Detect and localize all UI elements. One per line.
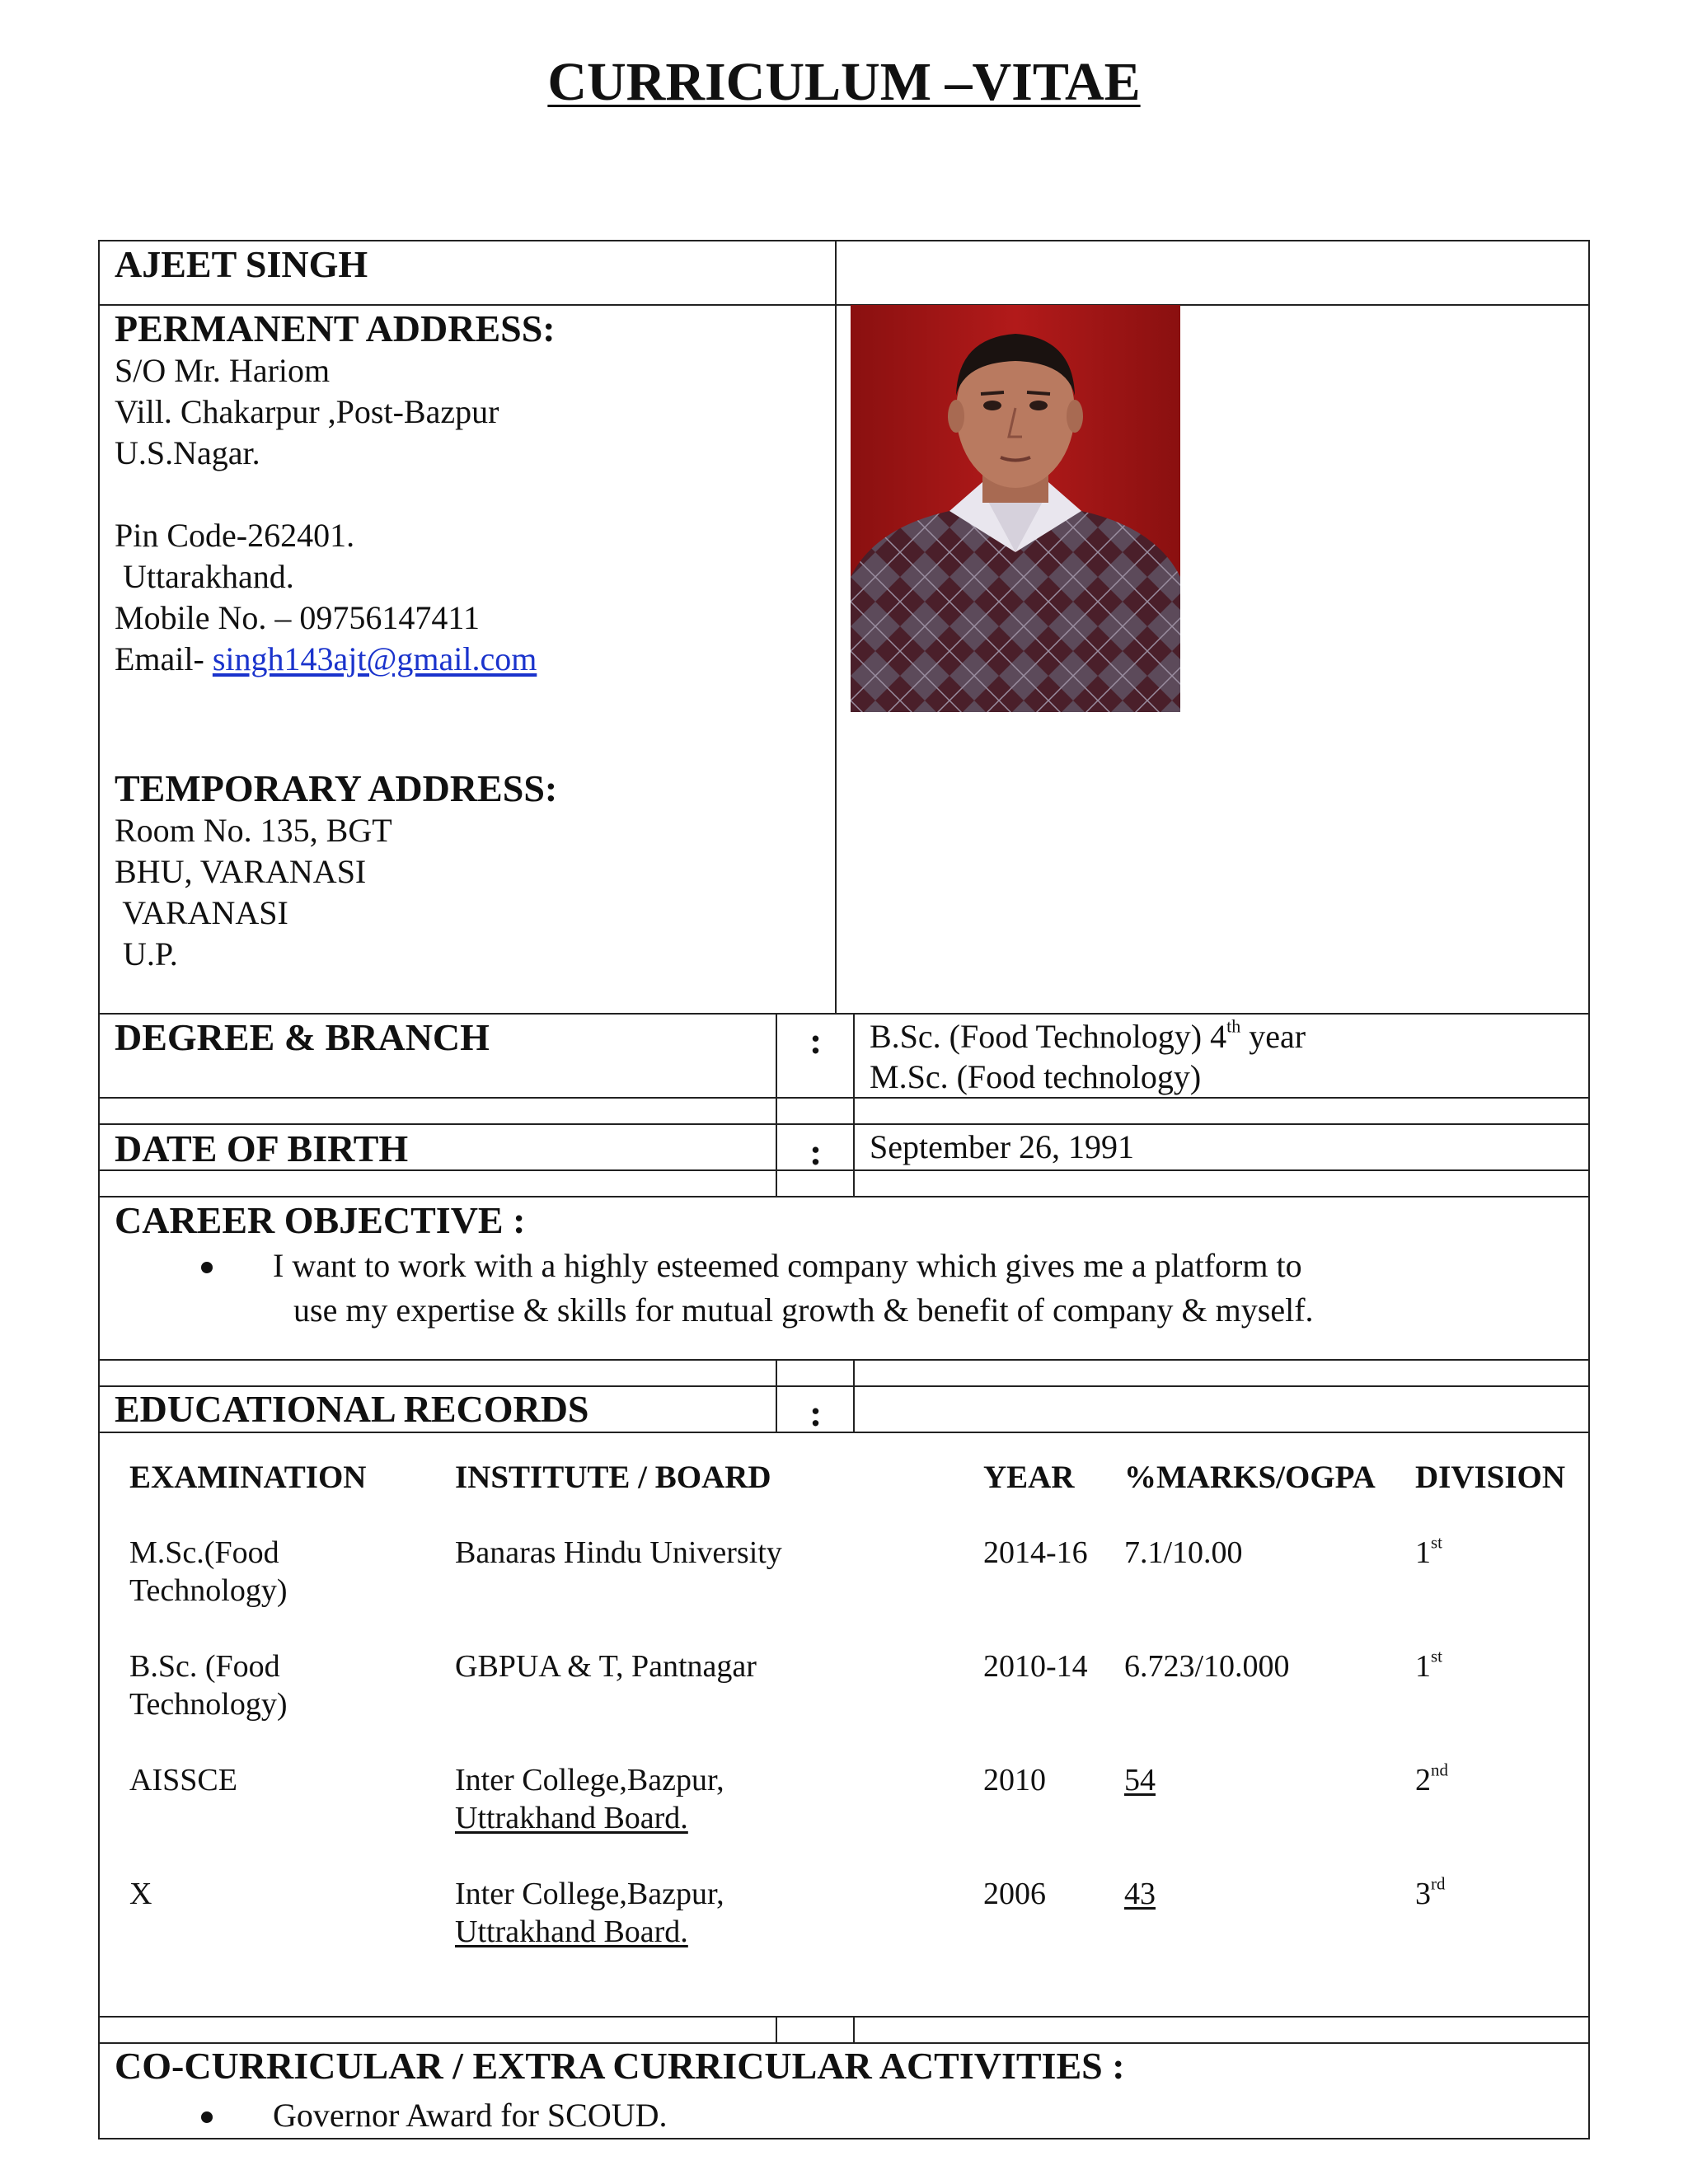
degree-value-line1 (870, 1015, 1306, 1055)
degree-text-suffix: year (1240, 1018, 1306, 1055)
frame-left-border (98, 240, 100, 2139)
profile-photo-illustration (851, 305, 1180, 712)
exam-division (1415, 1646, 1442, 1685)
exam-name: Technology) (129, 1573, 288, 1608)
education-colon: : (809, 1392, 823, 1434)
board-name: Uttrakhand Board. (455, 1915, 688, 1949)
degree-ordinal: th (1226, 1015, 1241, 1037)
exam-marks: 54 (1124, 1763, 1156, 1797)
divider (98, 2042, 1590, 2044)
activities-heading: CO-CURRICULAR / EXTRA CURRICULAR ACTIVITIES : (115, 2045, 1125, 2087)
career-objective-text: use my expertise & skills for mutual growth & benefit of company & myself. (293, 1291, 1314, 1329)
column-header-institute: INSTITUTE / BOARD (455, 1460, 771, 1495)
column-header-examination: EXAMINATION (129, 1460, 367, 1495)
divider (98, 1013, 1590, 1015)
divider (853, 1013, 855, 1197)
divider (98, 1432, 1590, 1433)
activity-item: Governor Award for SCOUD. (273, 2097, 668, 2134)
profile-photo (851, 305, 1180, 712)
column-header-marks: %MARKS/OGPA (1124, 1460, 1376, 1495)
exam-division (1415, 1532, 1442, 1571)
exam-name: Technology) (129, 1687, 288, 1722)
exam-division (1415, 1760, 1448, 1798)
division-ordinal: st (1431, 1532, 1442, 1553)
frame-top-border (98, 240, 1590, 241)
dob-colon: : (809, 1131, 823, 1173)
exam-marks: 43 (1124, 1877, 1156, 1911)
address-line: Vill. Chakarpur ,Post-Bazpur (115, 393, 499, 430)
career-objective-text: I want to work with a highly esteemed company which gives me a platform to (273, 1247, 1302, 1284)
divider (98, 1359, 1590, 1361)
institute-name: Inter College,Bazpur, (455, 1877, 724, 1911)
career-objective-heading: CAREER OBJECTIVE : (115, 1199, 526, 1241)
mobile-number: Mobile No. – 09756147411 (115, 599, 480, 636)
degree-colon: : (809, 1019, 823, 1062)
temporary-address-heading: TEMPORARY ADDRESS: (115, 767, 558, 809)
board-name: Uttrakhand Board. (455, 1801, 688, 1835)
division-number: 3 (1415, 1877, 1431, 1911)
institute-name: Banaras Hindu University (455, 1535, 782, 1570)
division-number: 1 (1415, 1649, 1431, 1684)
email-line (115, 641, 537, 677)
divider (98, 1196, 1590, 1197)
exam-year: 2006 (983, 1877, 1046, 1911)
divider (776, 1359, 777, 1433)
division-number: 2 (1415, 1763, 1431, 1797)
education-label: EDUCATIONAL RECORDS (115, 1388, 589, 1430)
degree-label: DEGREE & BRANCH (115, 1016, 490, 1058)
institute-name: Inter College,Bazpur, (455, 1763, 724, 1797)
division-number: 1 (1415, 1535, 1431, 1570)
division-ordinal: nd (1431, 1760, 1448, 1780)
state: Uttarakhand. (115, 558, 294, 595)
exam-year: 2014-16 (983, 1535, 1088, 1570)
divider (853, 1359, 855, 1433)
address-line: S/O Mr. Hariom (115, 352, 331, 389)
permanent-address-heading: PERMANENT ADDRESS: (115, 307, 556, 349)
exam-year: 2010 (983, 1763, 1046, 1797)
divider (98, 1097, 1590, 1099)
exam-name: B.Sc. (Food (129, 1649, 280, 1684)
bullet (201, 2111, 213, 2123)
document-title: CURRICULUM –VITAE (547, 52, 1141, 112)
institute-name: GBPUA & T, Pantnagar (455, 1649, 757, 1684)
degree-text: B.Sc. (Food Technology) 4 (870, 1018, 1227, 1055)
divider (98, 2016, 1590, 2018)
email-label: Email- (115, 640, 213, 677)
candidate-name: AJEET SINGH (115, 243, 368, 285)
dob-value: September 26, 1991 (870, 1128, 1135, 1165)
divider (835, 240, 837, 1013)
frame-right-border (1588, 240, 1590, 2139)
divider (98, 1123, 1590, 1125)
address-line: BHU, VARANASI (115, 853, 367, 890)
pin-code: Pin Code-262401. (115, 517, 355, 554)
degree-value-line2: M.Sc. (Food technology) (870, 1058, 1202, 1095)
dob-label: DATE OF BIRTH (115, 1127, 409, 1169)
email-link[interactable]: singh143ajt@gmail.com (212, 640, 537, 677)
divider (853, 2016, 855, 2044)
address-line: VARANASI (115, 894, 288, 931)
exam-name: AISSCE (129, 1763, 237, 1797)
division-ordinal: st (1431, 1646, 1442, 1666)
column-header-year: YEAR (983, 1460, 1075, 1495)
division-ordinal: rd (1431, 1873, 1446, 1894)
divider (98, 304, 1590, 306)
exam-division (1415, 1873, 1446, 1912)
address-line: U.S.Nagar. (115, 434, 260, 471)
column-header-division: DIVISION (1415, 1460, 1566, 1495)
address-line: Room No. 135, BGT (115, 812, 392, 849)
exam-marks: 7.1/10.00 (1124, 1535, 1243, 1570)
bullet (201, 1262, 213, 1273)
exam-name: M.Sc.(Food (129, 1535, 279, 1570)
divider (776, 2016, 777, 2044)
exam-name: X (129, 1877, 152, 1911)
exam-marks: 6.723/10.000 (1124, 1649, 1290, 1684)
divider (776, 1013, 777, 1197)
divider (98, 1385, 1590, 1387)
exam-year: 2010-14 (983, 1649, 1088, 1684)
address-line: U.P. (115, 935, 178, 972)
frame-bottom-border (98, 2138, 1590, 2139)
